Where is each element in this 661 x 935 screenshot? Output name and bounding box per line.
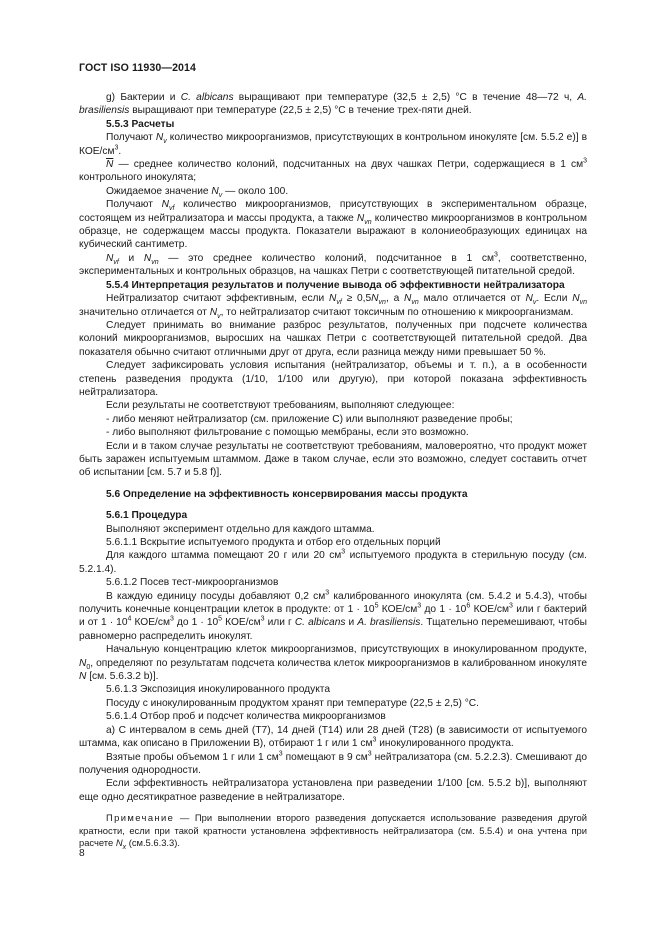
list-item-filtration: - либо выполняют фильтрование с помощью мембраны, если это возможно. bbox=[106, 427, 469, 439]
document-body bbox=[79, 91, 587, 849]
note: Примечание — При выполнении второго разведения допускается использование разведения другой кратности, если при такой кратности установлена эффективность нейтрализатора (см. 5.5.4) и она учтена при расчете $N_x$ (см.5.6.3.3). bbox=[79, 812, 587, 851]
section-5-6-1-1-heading: 5.6.1.1 Вскрытие испытуемого продукта и отбор его отдельных порций bbox=[106, 537, 441, 548]
paragraph-calc-3: $N_{vf}$ и $N_{vn}$ — это среднее количество колоний, подсчитанное в 1 $см^3$, соответственно, экспериментальных и контрольных образцов, на чашках Петри с соответствующей питательной средой. bbox=[79, 251, 587, 278]
paragraph-5-6-1-4-b: Взятые пробы объемом 1 г или 1 $см^3$ помещают в 9 $см^3$ нейтрализатора (см. 5.2.2.3). Смешивают до получения однородности. bbox=[79, 750, 587, 776]
section-5-6-heading: 5.6 Определение на эффективность консервирования массы продукта bbox=[106, 488, 468, 500]
paragraph-interpretation-3: Следует зафиксировать условия испытания (нейтрализатор, объемы и т. п.), а в особенности степень разведения продукта (1/10, 1/100 или другую), при которой показана эффективность нейтрализатора. bbox=[79, 360, 587, 398]
paragraph-interpretation-1: Нейтрализатор считают эффективным, если $N_{vf} \ge 0,5N_{vn}$, а $N_{vn}$ мало отличается от $N_v$. Если $N_{vn}$ значительно отличается от $N_v$, то нейтрализатор считают токсичным по отношению к микроорганизмам. bbox=[79, 293, 587, 320]
section-5-5-4-heading: 5.5.4 Интерпретация результатов и получение вывода об эффективности нейтрализатора bbox=[106, 279, 565, 291]
paragraph-5-6-1-1: Для каждого штамма помещают 20 г или 20 $см^3$ испытуемого продукта в стерильную посуду (см. 5.2.1.4). bbox=[79, 549, 587, 575]
paragraph-expected: Ожидаемое значение $N_v$ — около 100. bbox=[106, 185, 289, 199]
section-5-6-1-heading: 5.6.1 Процедура bbox=[106, 510, 188, 522]
paragraph-n-bar: $\overline{N}$ — среднее количество колоний, подсчитанных на двух чашках Петри, содержащиеся в 1 $см^3$ контрольного инокулята; bbox=[79, 157, 587, 184]
paragraph-calc-1: Получают $N_v$ количество микроорганизмов, присутствующих в контрольном инокуляте [см. 5.5.2 е)] в КОЕ/$см^3$. bbox=[79, 132, 587, 157]
paragraph-5-6-1: Выполняют эксперимент отдельно для каждого штамма. bbox=[106, 523, 375, 535]
paragraph-calc-2: Получают $N_{vf}$ количество микроорганизмов, присутствующих в экспериментальном образце, состоящем из нейтрализатора и массы продукта, а также $N_{vn}$ количество микроорганизмов в контрольном образце, не содержащем массы продукта. Показатели выражают в колониеобразующих единицах на кубический сантиметр. bbox=[79, 199, 587, 251]
paragraph-5-6-1-4-a: а) С интервалом в семь дней (Т7), 14 дней (Т14) или 28 дней (Т28) (в зависимости от испытуемого штамма, как описано в Приложении В), отбирают 1 г или 1 $см^3$ инокулированного продукта. bbox=[79, 724, 587, 750]
paragraph-interpretation-2: Следует принимать во внимание разброс результатов, полученных при подсчете количества колоний микроорганизмов, выросших на чашках Петри с соответствующей питательной средой. Два показателя обычно считают отличными друг от друга, если разница между ними превышает 50 %. bbox=[79, 319, 587, 358]
paragraph-5-6-1-3: Посуду с инокулированным продуктом хранят при температуре (22,5 ± 2,5) °С. bbox=[106, 697, 479, 709]
note-label: Примечание bbox=[106, 812, 175, 824]
section-5-6-1-4-heading: 5.6.1.4 Отбор проб и подсчет количества микроорганизмов bbox=[106, 711, 386, 723]
paragraph-5-6-1-4-c: Если эффективность нейтрализатора установлена при разведении 1/100 [см. 5.5.2 b)], выполняют еще одно десятикратное разведение в нейтрализаторе. bbox=[79, 778, 587, 803]
list-item-change-neutralizer: - либо меняют нейтрализатор (см. приложение С) или выполняют разведение пробы; bbox=[106, 413, 513, 425]
section-5-5-3-heading: 5.5.3 Расчеты bbox=[106, 118, 175, 130]
section-5-6-1-3-heading: 5.6.1.3 Экспозиция инокулированного продукта bbox=[106, 684, 330, 696]
paragraph-5-6-1-2-initial: Начальную концентрацию клеток микроорганизмов, присутствующих в инокулированном продукте, $N_0$, определяют по результатам подсчета количества клеток микроорганизмов в калиброванном инокуляте N [см. 5.6.3.2 b)]. bbox=[79, 644, 587, 683]
paragraph-5-6-1-2: В каждую единицу посуды добавляют 0,2 $см^3$ калиброванного инокулята (см. 5.4.2 и 5.4.3), чтобы получить конечные концентрации клеток в продукте: от $1 \cdot 10^5$ КОЕ/$см^3$ до $1 \cdot 10^6$ КОЕ/$см^3$ или г бактерий и от $1 \cdot 10^4$ КОЕ/$см^3$ до $1 \cdot 10^5$ КОЕ/$см^3$ или г C. albicans и A. brasiliensis. Тщательно перемешивают, чтобы равномерно распределить инокулят. bbox=[79, 589, 587, 642]
standard-header: ГОСТ ISO 11930—2014 bbox=[79, 62, 197, 74]
paragraph-interpretation-7: Если и в таком случае результаты не соответствуют требованиям, маловероятно, что продукт может быть заражен испытуемым штаммом. Даже в таком случае, если это возможно, следует составить отчет об испытании [см. 5.7 и 5.8 f)]. bbox=[79, 440, 587, 479]
paragraph-interpretation-4: Если результаты не соответствуют требованиям, выполняют следующее: bbox=[106, 400, 455, 412]
paragraph-g: g) Бактерии и C. albicans выращивают при температуре (32,5 ± 2,5) °С в течение 48—72 ч, A. brasiliensis выращивают при температуре (22,5 ± 2,5) °С в течение трех-пяти дней. bbox=[79, 92, 587, 117]
page-number: 8 bbox=[79, 848, 85, 859]
section-5-6-1-2-heading: 5.6.1.2 Посев тест-микроорганизмов bbox=[106, 577, 279, 589]
